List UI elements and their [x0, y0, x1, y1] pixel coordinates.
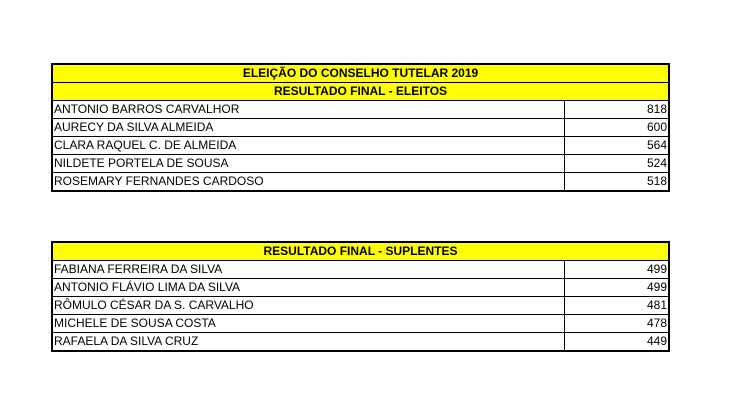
candidate-votes: 499: [564, 279, 669, 297]
elected-results-table: [51, 63, 670, 192]
candidate-votes: 818: [564, 101, 669, 119]
candidate-name: ROSEMARY FERNANDES CARDOSO: [52, 173, 564, 192]
substitutes-results-table: [51, 241, 670, 352]
table-row: [52, 173, 669, 192]
candidate-name: AURECY DA SILVA ALMEIDA: [52, 119, 564, 137]
candidate-name: ANTONIO BARROS CARVALHOR: [52, 101, 564, 119]
candidate-name: ANTONIO FLÁVIO LIMA DA SILVA: [52, 279, 564, 297]
substitutes-subtitle: RESULTADO FINAL - SUPLENTES: [52, 242, 669, 261]
candidate-name: MICHELE DE SOUSA COSTA: [52, 315, 564, 333]
table-row: [52, 119, 669, 137]
table-row: [52, 333, 669, 352]
candidate-name: RÔMULO CÉSAR DA S. CARVALHO: [52, 297, 564, 315]
table-row: [52, 279, 669, 297]
candidate-votes: 524: [564, 155, 669, 173]
elected-subtitle: RESULTADO FINAL - ELEITOS: [52, 83, 669, 101]
table-subtitle-row: [52, 83, 669, 101]
candidate-name: CLARA RAQUEL C. DE ALMEIDA: [52, 137, 564, 155]
candidate-votes: 481: [564, 297, 669, 315]
candidate-votes: 518: [564, 173, 669, 192]
candidate-name: NILDETE PORTELA DE SOUSA: [52, 155, 564, 173]
table-row: [52, 155, 669, 173]
candidate-votes: 499: [564, 261, 669, 279]
table-row: [52, 261, 669, 279]
table-row: [52, 101, 669, 119]
candidate-votes: 600: [564, 119, 669, 137]
candidate-name: FABIANA FERREIRA DA SILVA: [52, 261, 564, 279]
table-row: [52, 137, 669, 155]
table-subtitle-row: [52, 242, 669, 261]
table-title-row: [52, 64, 669, 83]
election-title: ELEIÇÃO DO CONSELHO TUTELAR 2019: [52, 64, 669, 83]
table-row: [52, 315, 669, 333]
candidate-votes: 449: [564, 333, 669, 352]
candidate-votes: 564: [564, 137, 669, 155]
candidate-name: RAFAELA DA SILVA CRUZ: [52, 333, 564, 352]
candidate-votes: 478: [564, 315, 669, 333]
table-row: [52, 297, 669, 315]
